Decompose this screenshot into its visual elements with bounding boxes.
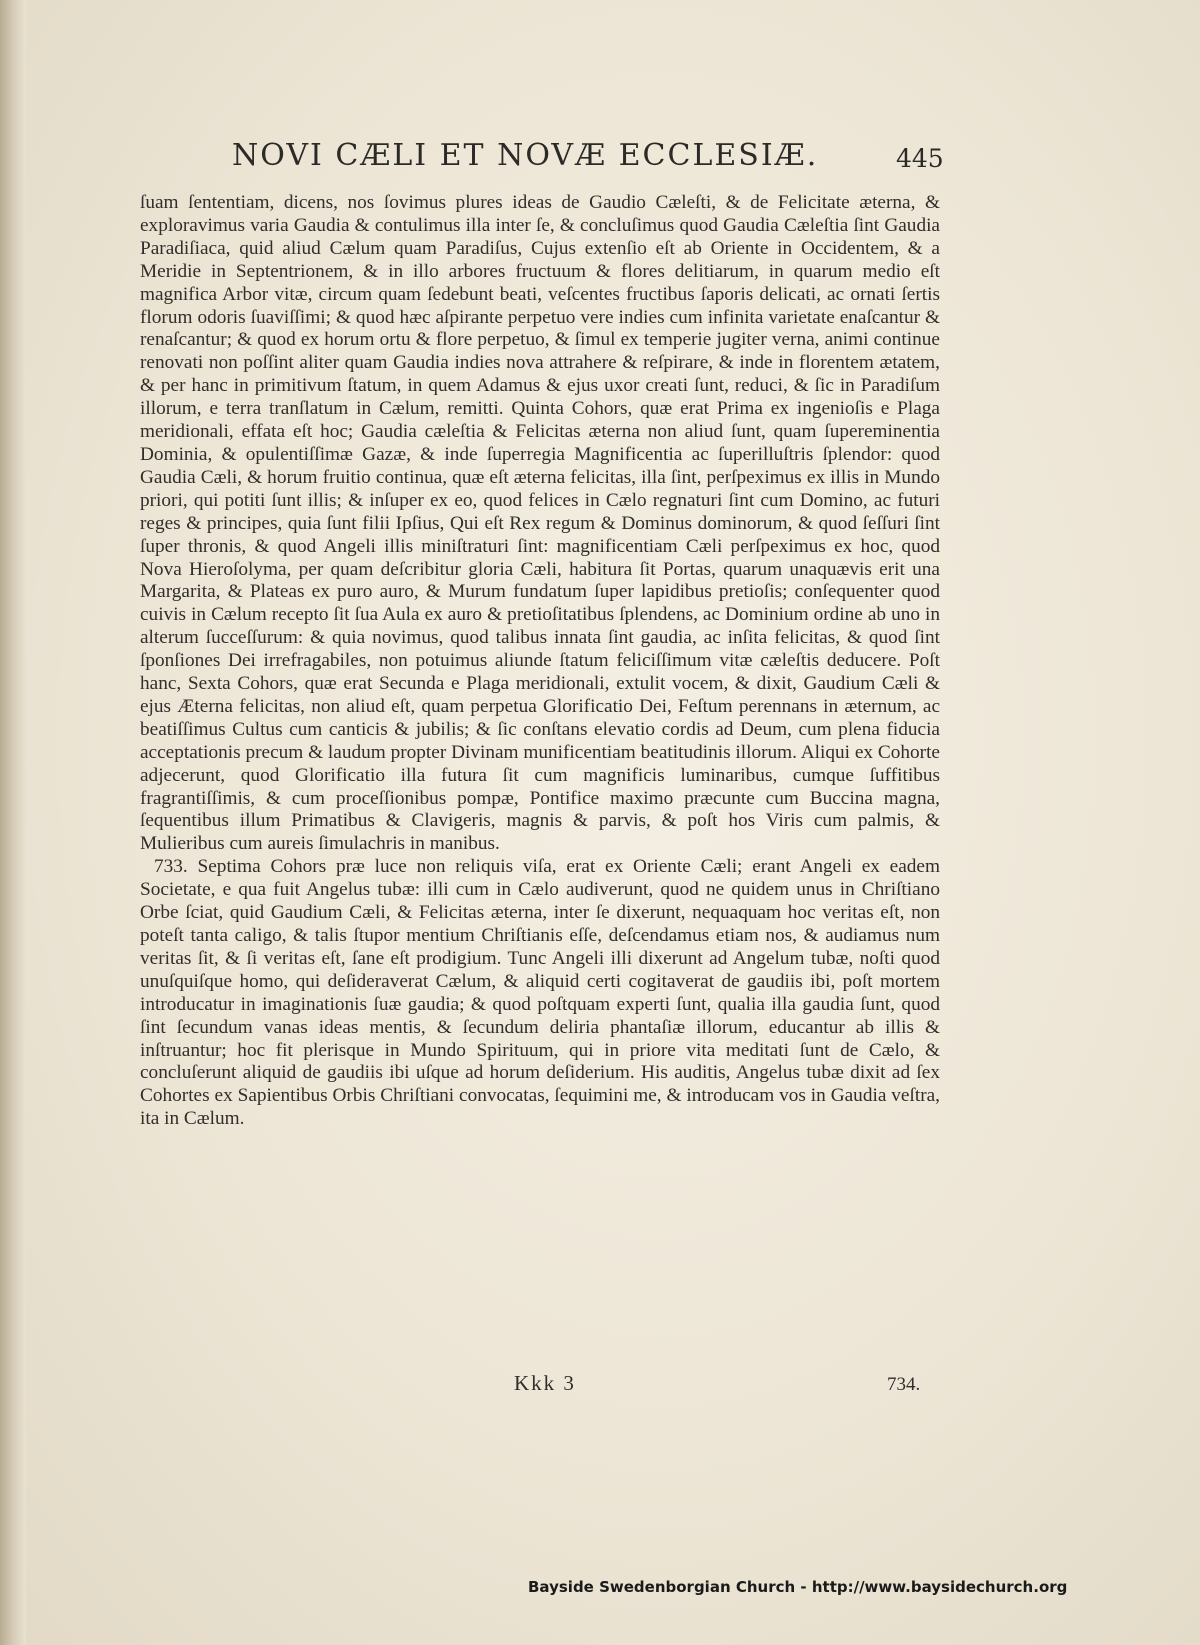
running-head	[232, 138, 944, 186]
page-number: 445	[896, 144, 944, 173]
page-gutter-shadow	[0, 0, 26, 1645]
site-watermark: Bayside Swedenborgian Church - http://www.baysidechurch.org	[528, 1578, 1068, 1596]
signature-mark: Kkk 3	[514, 1371, 576, 1395]
catchword: 734.	[887, 1374, 921, 1395]
paragraph-733: 733. Septima Cohors præ luce non reliquis viſa, erat ex Oriente Cæli; erant Angeli ex eadem Societate, e qua fuit Angelus tubæ: illi cum in Cælo audiverunt, quod ne quidem unus in Chriſtiano Orbe ſciat, quid Gaudium Cæli, & Felicitas æterna, inter ſe dixerunt, nequaquam hoc veritas eſt, non poteſt tanta caligo, & talis ſtupor mentium Chriſtianis eſſe, deſcendamus etiam nos, & audiamus num veritas ſit, & ſi veritas eſt, ſane eſt prodigium. Tunc Angeli illi dixerunt ad Angelum tubæ, noſti quod unuſquiſque homo, qui deſideraverat Cælum, & aliquid certi cogitaverat de gaudiis ibi, poſt mortem introducatur in imaginationis ſuæ gaudia; & quod poſtquam experti ſunt, qualia illa gaudia ſunt, quod ſint ſecundum vanas ideas mentis, & ſecundum deliria phantaſiæ illorum, educantur ab illis & inſtruantur; hoc fit plerisque in Mundo Spirituum, qui in priore vita meditati ſunt de Cælo, & concluſerunt aliquid de gaudiis ibi uſque ad horum deſiderium. His auditis, Angelus tubæ dixit ad ſex Cohortes ex Sapientibus Orbis Chriſtiani convocatas, ſequimini me, & introducam vos in Gaudia veſtra, ita in Cælum.	[140, 856, 940, 1130]
body-text	[140, 192, 940, 1131]
running-title: NOVI CÆLI ET NOVÆ ECCLESIÆ.	[232, 138, 819, 173]
paragraph-continued: ſuam ſententiam, dicens, nos ſovimus plures ideas de Gaudio Cæleſti, & de Felicitate æterna, & exploravimus varia Gaudia & contulimus illa inter ſe, & concluſimus quod Gaudia Cæleſtia ſint Gaudia Paradiſiaca, quid aliud Cælum quam Paradiſus, Cujus extenſio eſt ab Oriente in Occidentem, & a Meridie in Septentrionem, & in illo arbores fructuum & flores delitiarum, in quarum medio eſt magnifica Arbor vitæ, circum quam ſedebunt beati, veſcentes fructibus ſaporis delicati, ac ornati ſertis florum odoris ſuaviſſimi; & quod hæc aſpirante perpetuo vere indies cum infinita varietate enaſcantur & renaſcantur; & quod ex horum ortu & flore perpetuo, & ſimul ex temperie jugiter verna, animi continue renovati non poſſint aliter quam Gaudia indies nova attrahere & reſpirare, & inde in florentem ætatem, & per hanc in primitivum ſtatum, in quem Adamus & ejus uxor creati ſunt, reduci, & ſic in Paradiſum illorum, e terra tranſlatum in Cælum, remitti. Quinta Cohors, quæ erat Prima ex ingenioſis e Plaga meridionali, effata eſt hoc; Gaudia cæleſtia & Felicitas æterna non aliud ſunt, quam ſupereminentia Dominia, & opulentiſſimæ Gazæ, & inde ſuperregia Magnificentia ac ſuperilluſtris ſplendor: quod Gaudia Cæli, & horum fruitio continua, quæ eſt æterna felicitas, illa ſint, perſpeximus ex illis in Mundo priori, qui potiti ſunt illis; & inſuper ex eo, quod felices in Cælo regnaturi ſint cum Domino, ac futuri reges & principes, quia ſunt filii Ipſius, Qui eſt Rex regum & Dominus dominorum, & quod ſeſſuri ſint ſuper thronis, & quod Angeli illis miniſtraturi ſint: magnificentiam Cæli perſpeximus ex hoc, quod Nova Hieroſolyma, per quam deſcribitur gloria Cæli, habitura ſit Portas, quarum unaquævis erit una Margarita, & Plateas ex puro auro, & Murum fundatum ſuper lapidibus pretioſis; conſequenter quod cuivis in Cælum recepto ſit ſua Aula ex auro & pretioſitatibus ſplendens, ac Dominium ordine ab uno in alterum ſucceſſurum: & quia novimus, quod talibus innata ſint gaudia, ac inſita felicitas, & quod ſint ſponſiones Dei irrefragabiles, non potuimus aliunde ſtatum feliciſſimum vitæ cæleſtis deducere. Poſt hanc, Sexta Cohors, quæ erat Secunda e Plaga meridionali, extulit vocem, & dixit, Gaudium Cæli & ejus Æterna felicitas, non aliud eſt, quam perpetua Glorificatio Dei, Feſtum perennans in æternum, ac beatiſſimus Cultus cum canticis & jubilis; & ſic conſtans elevatio cordis ad Deum, cum plena fiducia acceptationis precum & laudum propter Divinam munificentiam beatitudinis illorum. Aliqui ex Cohorte adjecerunt, quod Glorificatio illa futura ſit cum magnificis luminaribus, cumque ſuffitibus fragrantiſſimis, & cum proceſſionibus pompæ, Pontifice maximo præcunte cum Buccina magna, ſequentibus illum Primatibus & Clavigeris, magnis & parvis, & poſt hos Viris cum palmis, & Mulieribus cum aureis ſimulachris in manibus.	[140, 192, 940, 855]
